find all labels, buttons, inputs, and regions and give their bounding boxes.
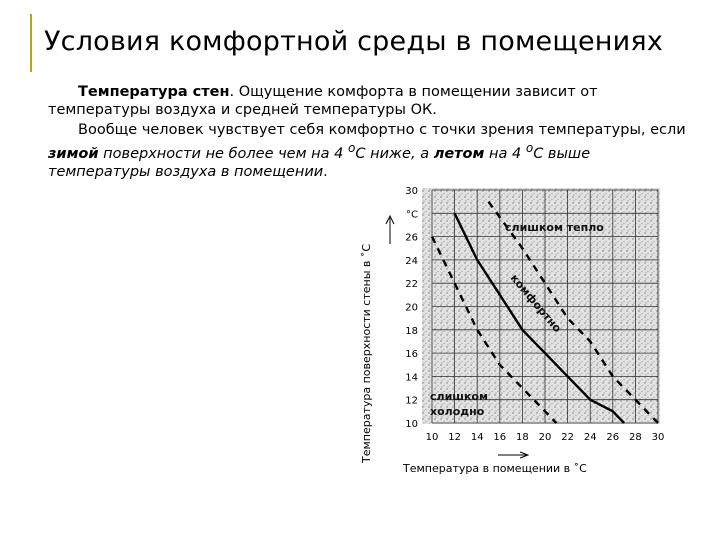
- x-tick-label: 24: [583, 432, 597, 443]
- degree-sign: о: [525, 141, 534, 155]
- comfort-chart: [350, 178, 665, 478]
- paragraph-text: . Ощущение комфорта в помещении зависит от температуры воздуха и средней температуры ОК.: [48, 84, 598, 118]
- title-accent-bar: [30, 14, 32, 72]
- x-tick-label: 30: [651, 432, 665, 443]
- x-tick-label: 10: [425, 432, 439, 443]
- paragraph-italic-text: С выше температуры воздуха в помещении: [48, 145, 591, 180]
- y-tick-label: 26: [405, 232, 418, 244]
- paragraph-italic-text: С ниже, а: [355, 145, 434, 162]
- y-tick-label: 30: [405, 186, 418, 197]
- zone-label-cold-2: холодно: [430, 405, 485, 418]
- y-tick-label: °C: [406, 209, 418, 221]
- x-tick-label: 16: [493, 432, 507, 443]
- paragraph-comfort-condition: [48, 121, 688, 181]
- zone-label-comfort: комфортно: [507, 271, 564, 336]
- x-tick-label: 12: [448, 432, 461, 443]
- emphasis-summer: летом: [433, 145, 485, 162]
- paragraph-heading: Температура стен: [78, 84, 230, 100]
- x-tick-label: 20: [538, 432, 552, 443]
- emphasis-winter: зимой: [48, 145, 99, 162]
- zone-label-cold-1: слишком: [430, 390, 488, 403]
- x-tick-label: 22: [561, 432, 574, 443]
- slide-title: Условия комфортной среды в помещениях: [44, 26, 663, 57]
- zone-label-hot: слишком тепло: [505, 221, 604, 234]
- x-tick-label: 26: [606, 432, 620, 443]
- paragraph-italic-text: поверхности не более чем на 4: [98, 145, 348, 162]
- y-tick-label: 22: [405, 279, 418, 291]
- x-axis-label: Температура в помещении в ˚С: [403, 462, 587, 475]
- y-tick-label: 14: [405, 372, 418, 384]
- x-tick-label: 28: [629, 432, 642, 443]
- y-tick-label: 10: [405, 419, 418, 430]
- paragraph-italic-text: на 4: [484, 145, 526, 162]
- y-axis-label: Температура поверхности стены в ˚С: [360, 243, 373, 463]
- x-tick-labels: [426, 432, 665, 443]
- x-tick-label: 14: [470, 432, 484, 443]
- y-tick-label: 24: [405, 255, 418, 267]
- y-tick-label: 16: [405, 349, 418, 361]
- y-tick-label: 12: [405, 395, 418, 407]
- y-tick-labels: [405, 186, 418, 430]
- y-tick-label: 18: [405, 325, 418, 337]
- paragraph-text: .: [323, 163, 328, 180]
- paragraph-wall-temperature: [48, 83, 688, 119]
- x-tick-label: 18: [516, 432, 529, 443]
- paragraph-text: Вообще человек чувствует себя комфортно с точки зрения температуры, если: [78, 122, 686, 138]
- y-tick-label: 20: [405, 302, 418, 314]
- degree-sign: о: [347, 141, 356, 155]
